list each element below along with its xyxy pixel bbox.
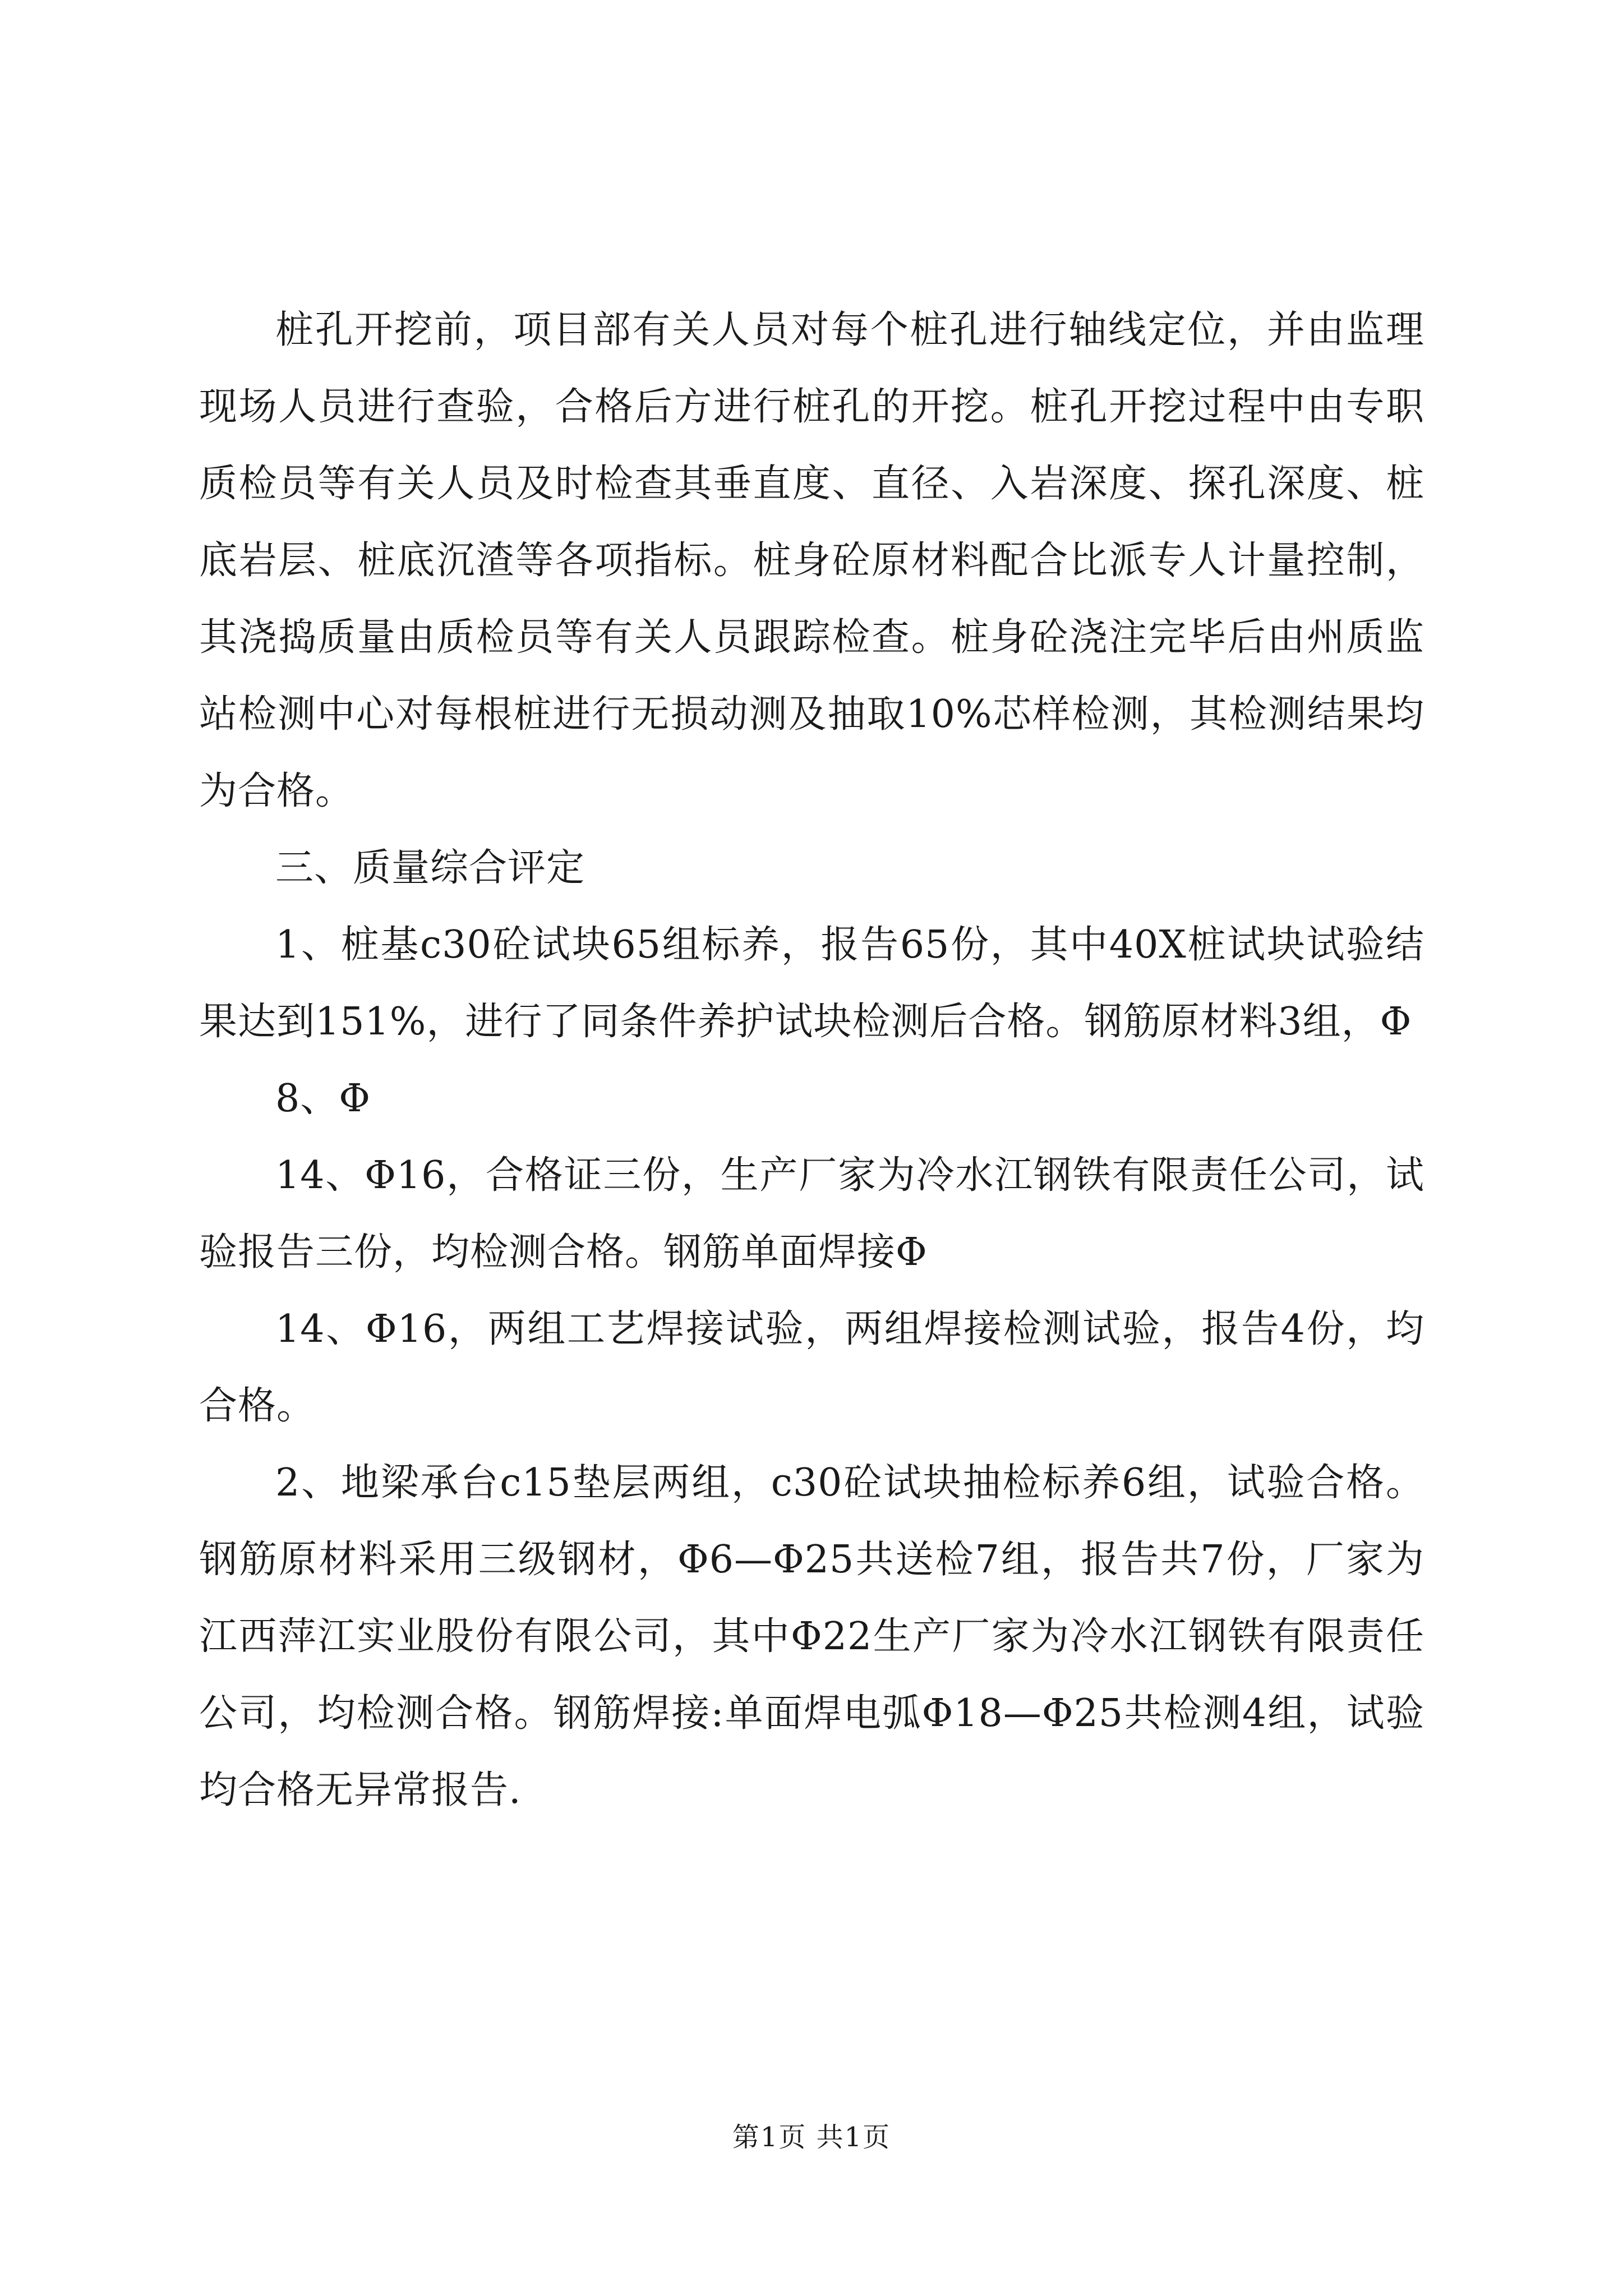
page-footer: 第1页 共1页 (732, 2122, 891, 2153)
document-body (199, 292, 1424, 1829)
paragraph-pile-excavation: 桩孔开挖前，项目部有关人员对每个桩孔进行轴线定位，并由监理现场人员进行查验，合格后方进行桩孔的开挖。桩孔开挖过程中由专职质检员等有关人员及时检查其垂直度、直径、入岩深度、探孔深度、桩底岩层、桩底沉渣等各项指标。桩身砼原材料配合比派专人计量控制，其浇捣质量由质检员等有关人员跟踪检查。桩身砼浇注完毕后由州质监站检测中心对每根桩进行无损动测及抽取10%芯样检测，其检测结果均为合格。 (199, 308, 1424, 813)
section-heading-quality-assessment: 三、质量综合评定 (275, 846, 585, 890)
paragraph-item-1-cont-c: 14、Φ16，两组工艺焊接试验，两组焊接检测试验，报告4份，均合格。 (199, 1307, 1424, 1428)
paragraph-item-1-cont-b: 14、Φ16，合格证三份，生产厂家为冷水江钢铁有限责任公司，试验报告三份，均检测合格。钢筋单面焊接Φ (199, 1153, 1424, 1274)
paragraph-item-1-cont-a: 8、Φ (275, 1076, 371, 1121)
paragraph-item-1: 1、桩基c30砼试块65组标养，报告65份，其中40X桩试块试验结果达到151%，进行了同条件养护试块检测后合格。钢筋原材料3组，Φ (199, 923, 1424, 1044)
paragraph-item-2: 2、地梁承台c15垫层两组，c30砼试块抽检标养6组，试验合格。钢筋原材料采用三级钢材，Φ6—Φ25共送检7组，报告共7份，厂家为江西萍江实业股份有限公司，其中Φ22生产厂家为冷水江钢铁有限责任公司，均检测合格。钢筋焊接:单面焊电弧Φ18—Φ25共检测4组，试验均合格无异常报告. (199, 1461, 1424, 1812)
